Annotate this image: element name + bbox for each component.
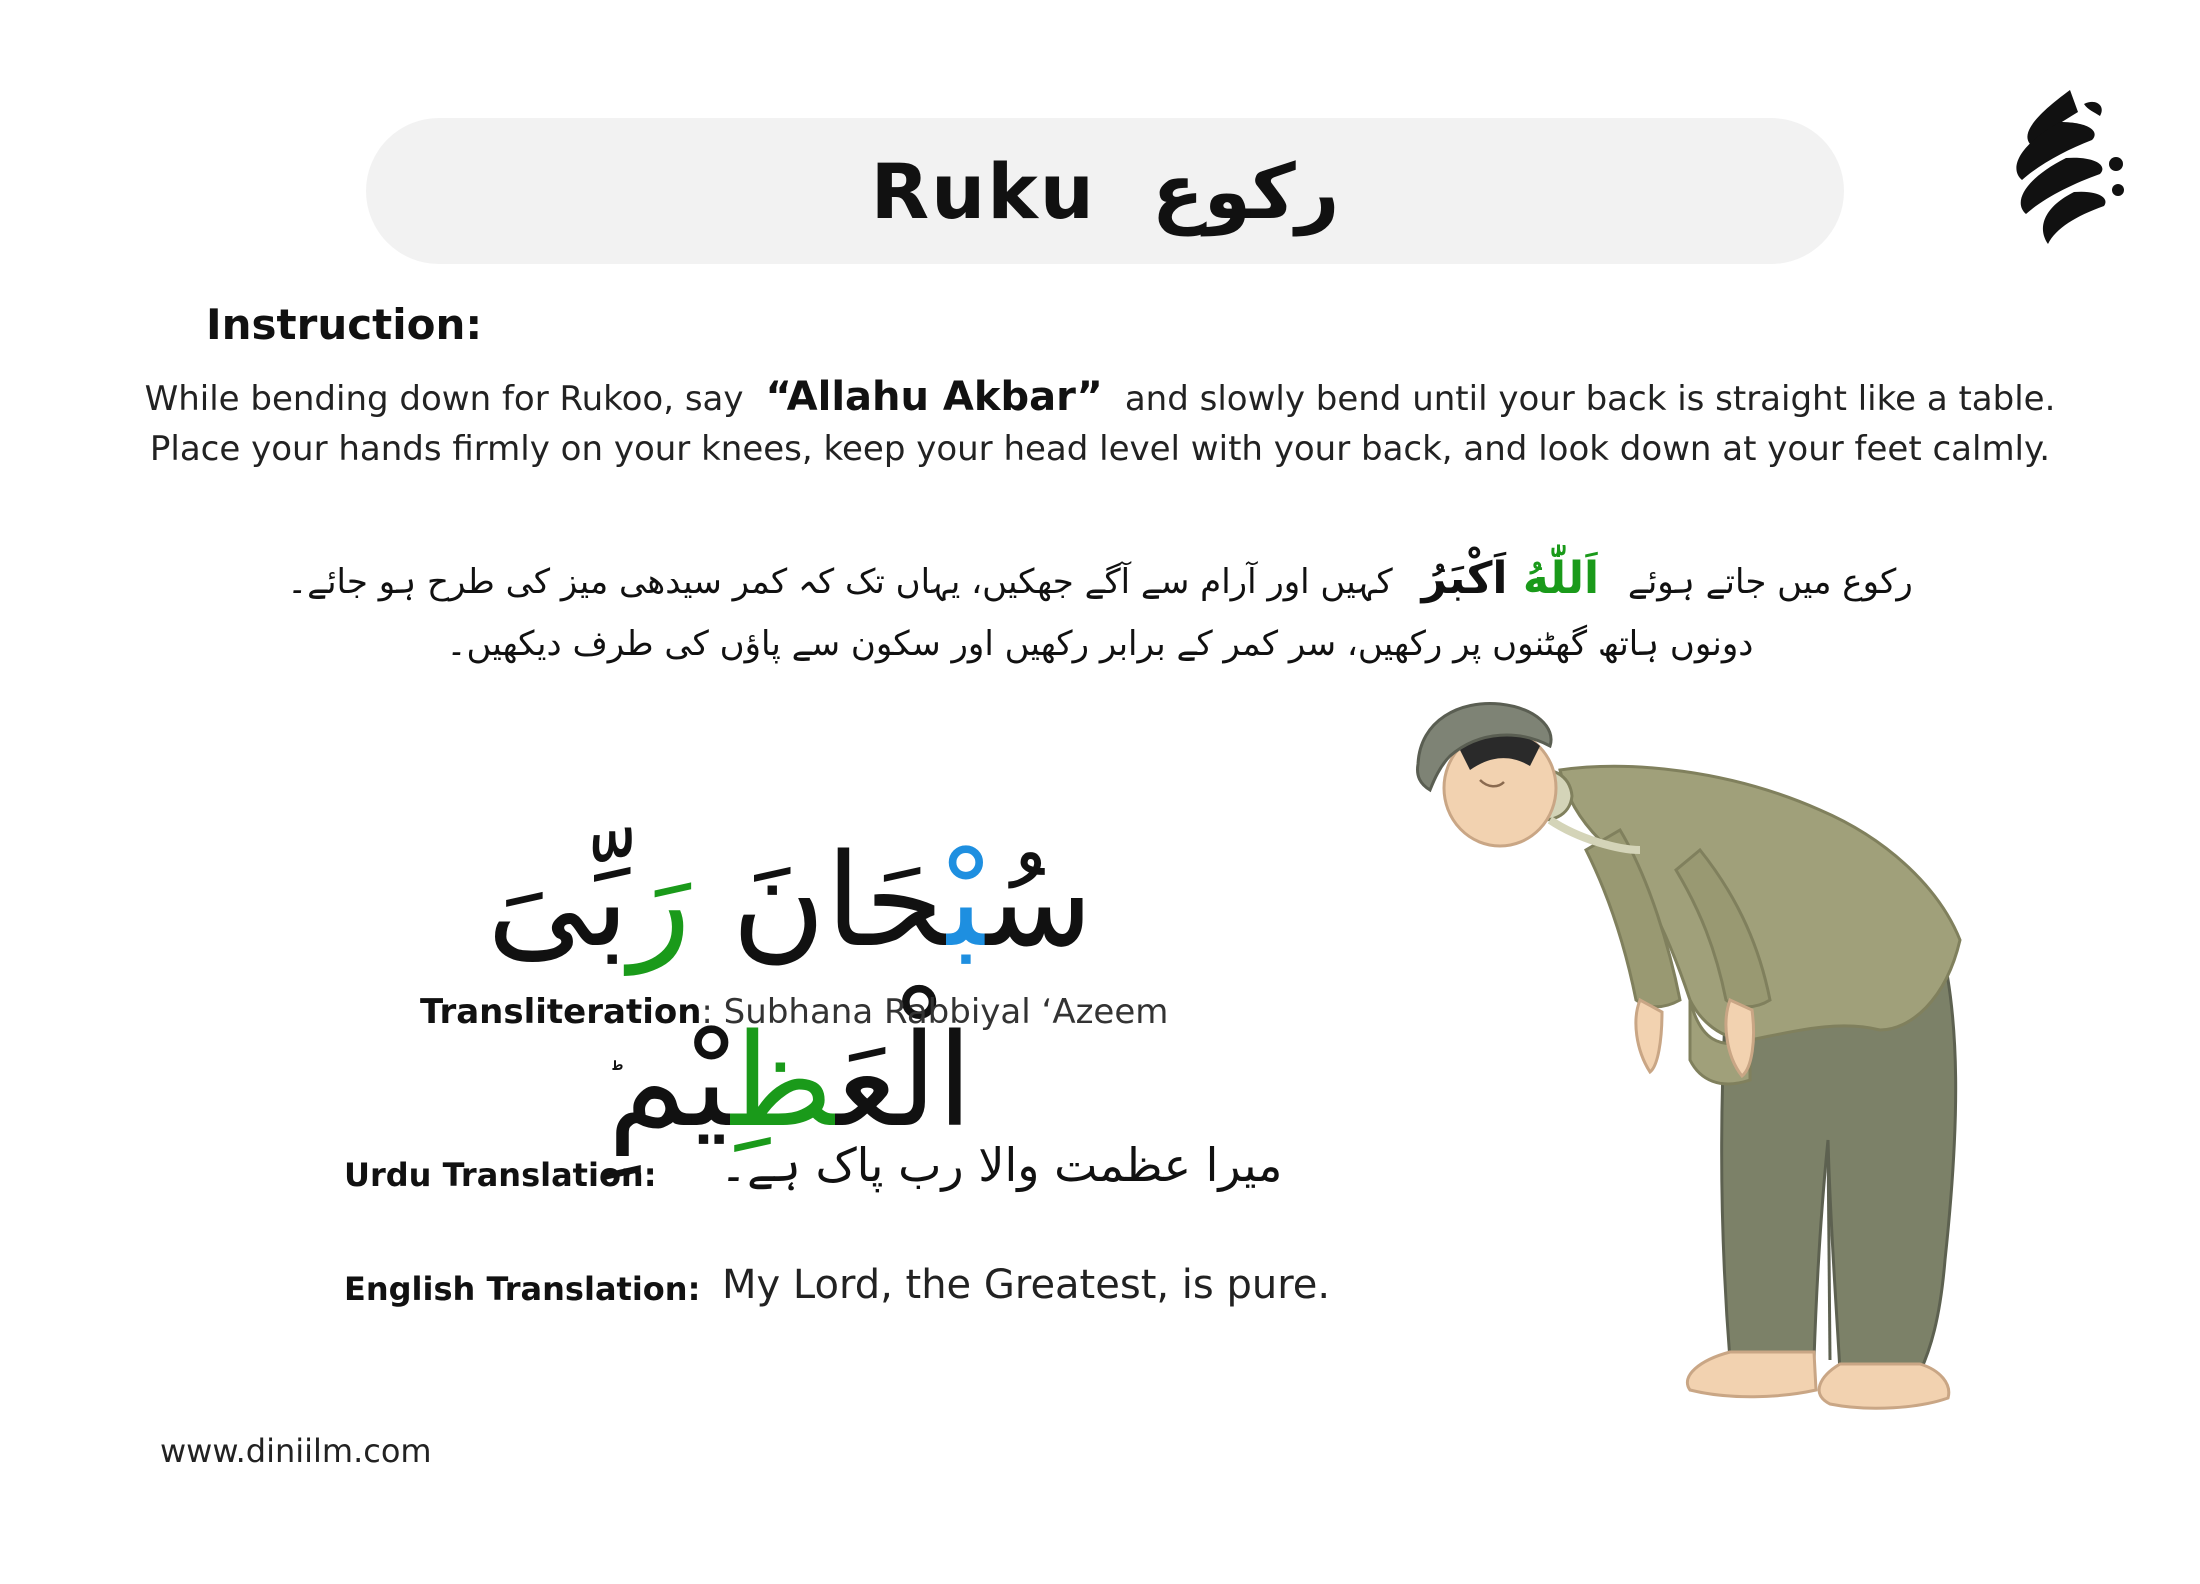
urdu-text-rest: کہیں اور آرام سے آگے جھکیں، یہاں تک کہ کمر سیدھی میز کی طرح ہو جائے۔ — [287, 562, 1393, 602]
dua-seg-1: سُ — [985, 827, 1094, 976]
takbir-quote: “Allahu Akbar” — [765, 374, 1103, 420]
instruction-urdu-line-1 — [240, 548, 1960, 613]
urdu-translation-value: میرا عظمت والا رب پاک ہے۔ — [720, 1138, 1283, 1192]
man-in-ruku-position-icon — [1400, 700, 1980, 1420]
dua-arabic-text — [350, 812, 1230, 1156]
dua-seg-3: حَانَ — [690, 827, 948, 976]
instruction-heading: Instruction: — [206, 300, 483, 349]
dua-seg-6-highlight: ظِ — [731, 1007, 837, 1156]
transliteration-label: Transliteration — [420, 992, 702, 1032]
urdu-translation-label: Urdu Translation: — [344, 1156, 657, 1194]
dua-seg-2-highlight: بْ — [947, 827, 986, 976]
dua-seg-7: یْمِ — [607, 1007, 732, 1156]
dua-seg-4-highlight: رَ — [629, 827, 691, 976]
urdu-takbir — [1421, 553, 1599, 604]
page-title-urdu: رکوع — [1151, 146, 1340, 236]
instruction-urdu-line-2: دونوں ہاتھ گھٹنوں پر رکھیں، سر کمر کے برابر رکھیں اور سکون سے پاؤں کی طرف دیکھیں۔ — [446, 624, 1754, 664]
website-url: www.diniilm.com — [160, 1432, 432, 1470]
instruction-english — [140, 372, 2060, 474]
english-translation-label: English Translation: — [344, 1270, 701, 1308]
instruction-text-start: While bending down for Rukoo, say — [144, 379, 744, 419]
transliteration — [420, 992, 1168, 1032]
page-title: Ruku — [870, 146, 1096, 236]
takbir-word-2: اَكْبَرُ — [1421, 553, 1508, 604]
calligraphy-logo-icon — [2000, 82, 2130, 252]
dua-seg-5: بِّیَ الْعَ — [486, 827, 973, 1156]
instruction-text-rest: and slowly bend until your back is straight like a table. Place your hands firmly on your knees, keep your head level with your back, and look down at your feet calmly. — [149, 379, 2056, 469]
title-bar — [366, 118, 1844, 264]
english-translation-value: My Lord, the Greatest, is pure. — [722, 1262, 1331, 1308]
transliteration-value: : Subhana Rabbiyal ‘Azeem — [701, 992, 1169, 1032]
takbir-word-1: اَللّٰهُ — [1522, 553, 1600, 604]
urdu-text-start: رکوع میں جاتے ہوئے — [1627, 562, 1913, 602]
instruction-urdu — [240, 548, 1960, 675]
